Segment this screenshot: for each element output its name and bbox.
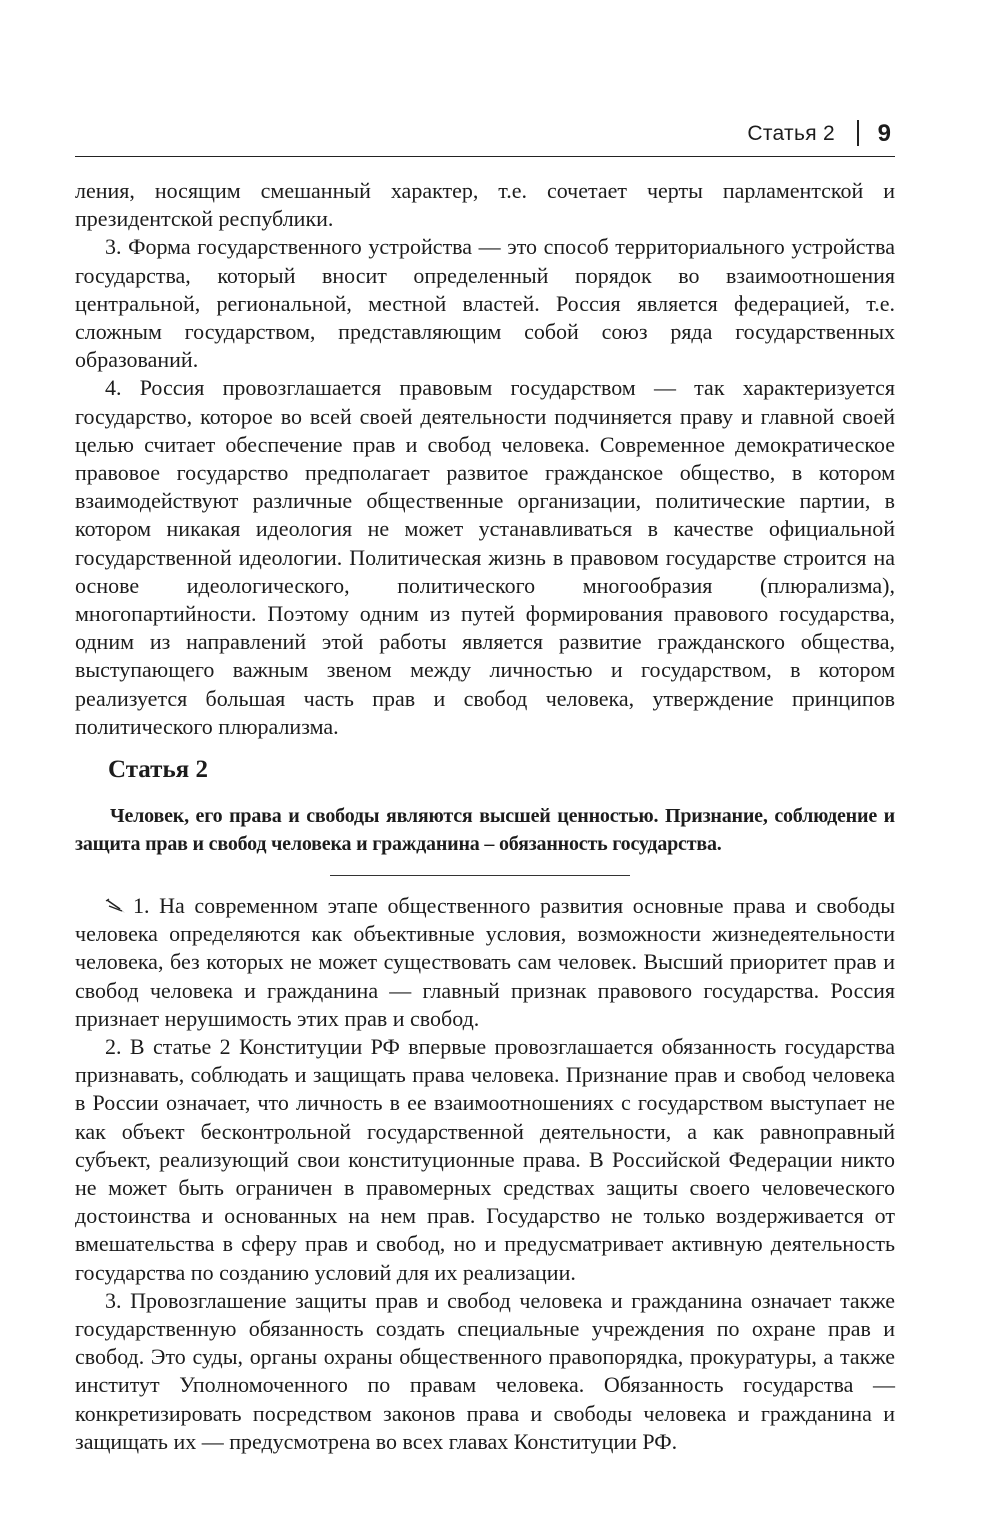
article-text: Человек, его права и свободы являются высшей ценностью. Признание, соблюдение и защита прав и свобод человека и гражданина – обязанность государства. — [75, 805, 895, 855]
paragraph-continuation: ления, носящим смешанный характер, т.е. сочетает черты парламентской и президентской республики. — [75, 178, 895, 232]
paragraph-4: 4. Россия провозглашается правовым государством — так характеризуется государство, которое во всей своей деятельности подчиняется праву и главной своей целью считает обеспечение прав и свобод человека. Современное демократическое правовое государство предполагает развитое гражданское общество, в котором взаимодействуют различные общественные организации, политические партии, в котором никакая идеология не может устанавливаться в качестве официальной государственной идеологии. Политическая жизнь в правовом государстве строится на основе идеологического, политического многообразия (плюрализма), многопартийности. Поэтому одним из путей формирования правового государства, одним из направлений этой работы является развитие гражданского общества, выступающего важным звеном между личностью и государством, в котором реализуется большая часть прав и свобод человека, утверждение принципов политического плюрализма. — [75, 375, 895, 739]
running-header-section: Статья 2 — [747, 122, 835, 145]
commentary-paragraph-2: 2. В статье 2 Конституции РФ впервые провозглашается обязанность государства признавать, соблюдать и защищать права человека. Признание прав и свобод человека в России означает, что личность в ее взаимоотношениях с государством выступает не как объект бесконтрольной государственной деятельности, а как равноправный субъект, реализующий свои конституционные права. В Российской Федерации никто не может быть ограничен в правомерных средствах защиты своего человеческого достоинства и основанных на нем прав. Государство не только воздерживается от вмешательства в сферу прав и свобод, но и предусматривает активную деятельность государства по созданию условий для их реализации. — [75, 1034, 895, 1285]
article-divider — [330, 875, 630, 876]
article-commentary — [75, 892, 895, 1456]
paragraph-3: 3. Форма государственного устройства — это способ территориального устройства государства, который вносит определенный порядок во взаимоотношения центральной, региональной, местной властей. Россия является федерацией, т.е. сложным государством, представляющим собой союз ряда государственных образований. — [75, 234, 895, 373]
commentary-pen-icon — [105, 898, 127, 914]
page-number: 9 — [877, 120, 891, 147]
running-header-separator — [857, 120, 859, 146]
article-heading: Статья 2 — [108, 756, 208, 783]
commentary-paragraph-1 — [75, 892, 895, 1033]
running-header — [75, 116, 895, 157]
commentary-paragraph-3: 3. Провозглашение защиты прав и свобод человека и гражданина означает также государственную обязанность создать специальные учреждения по охране прав и свобод. Это суды, органы охраны общественного правопорядка, прокуратуры, а также институт Уполномоченного по правам человека. Обязанность государства — конкретизировать посредством законов права и свободы человека и гражданина и защищать их — предусмотрена во всех главах Конституции РФ. — [75, 1287, 895, 1454]
continued-commentary — [75, 177, 895, 741]
commentary-paragraph-1-text: 1. На современном этапе общественного развития основные права и свободы человека определяются как объективные условия, возможности жизнедеятельности человека, без которых не может существовать сам человек. Высший приоритет прав и свобод человека и гражданина — главный признак правового государства. Россия признает нерушимость этих прав и свобод. — [75, 893, 895, 1031]
